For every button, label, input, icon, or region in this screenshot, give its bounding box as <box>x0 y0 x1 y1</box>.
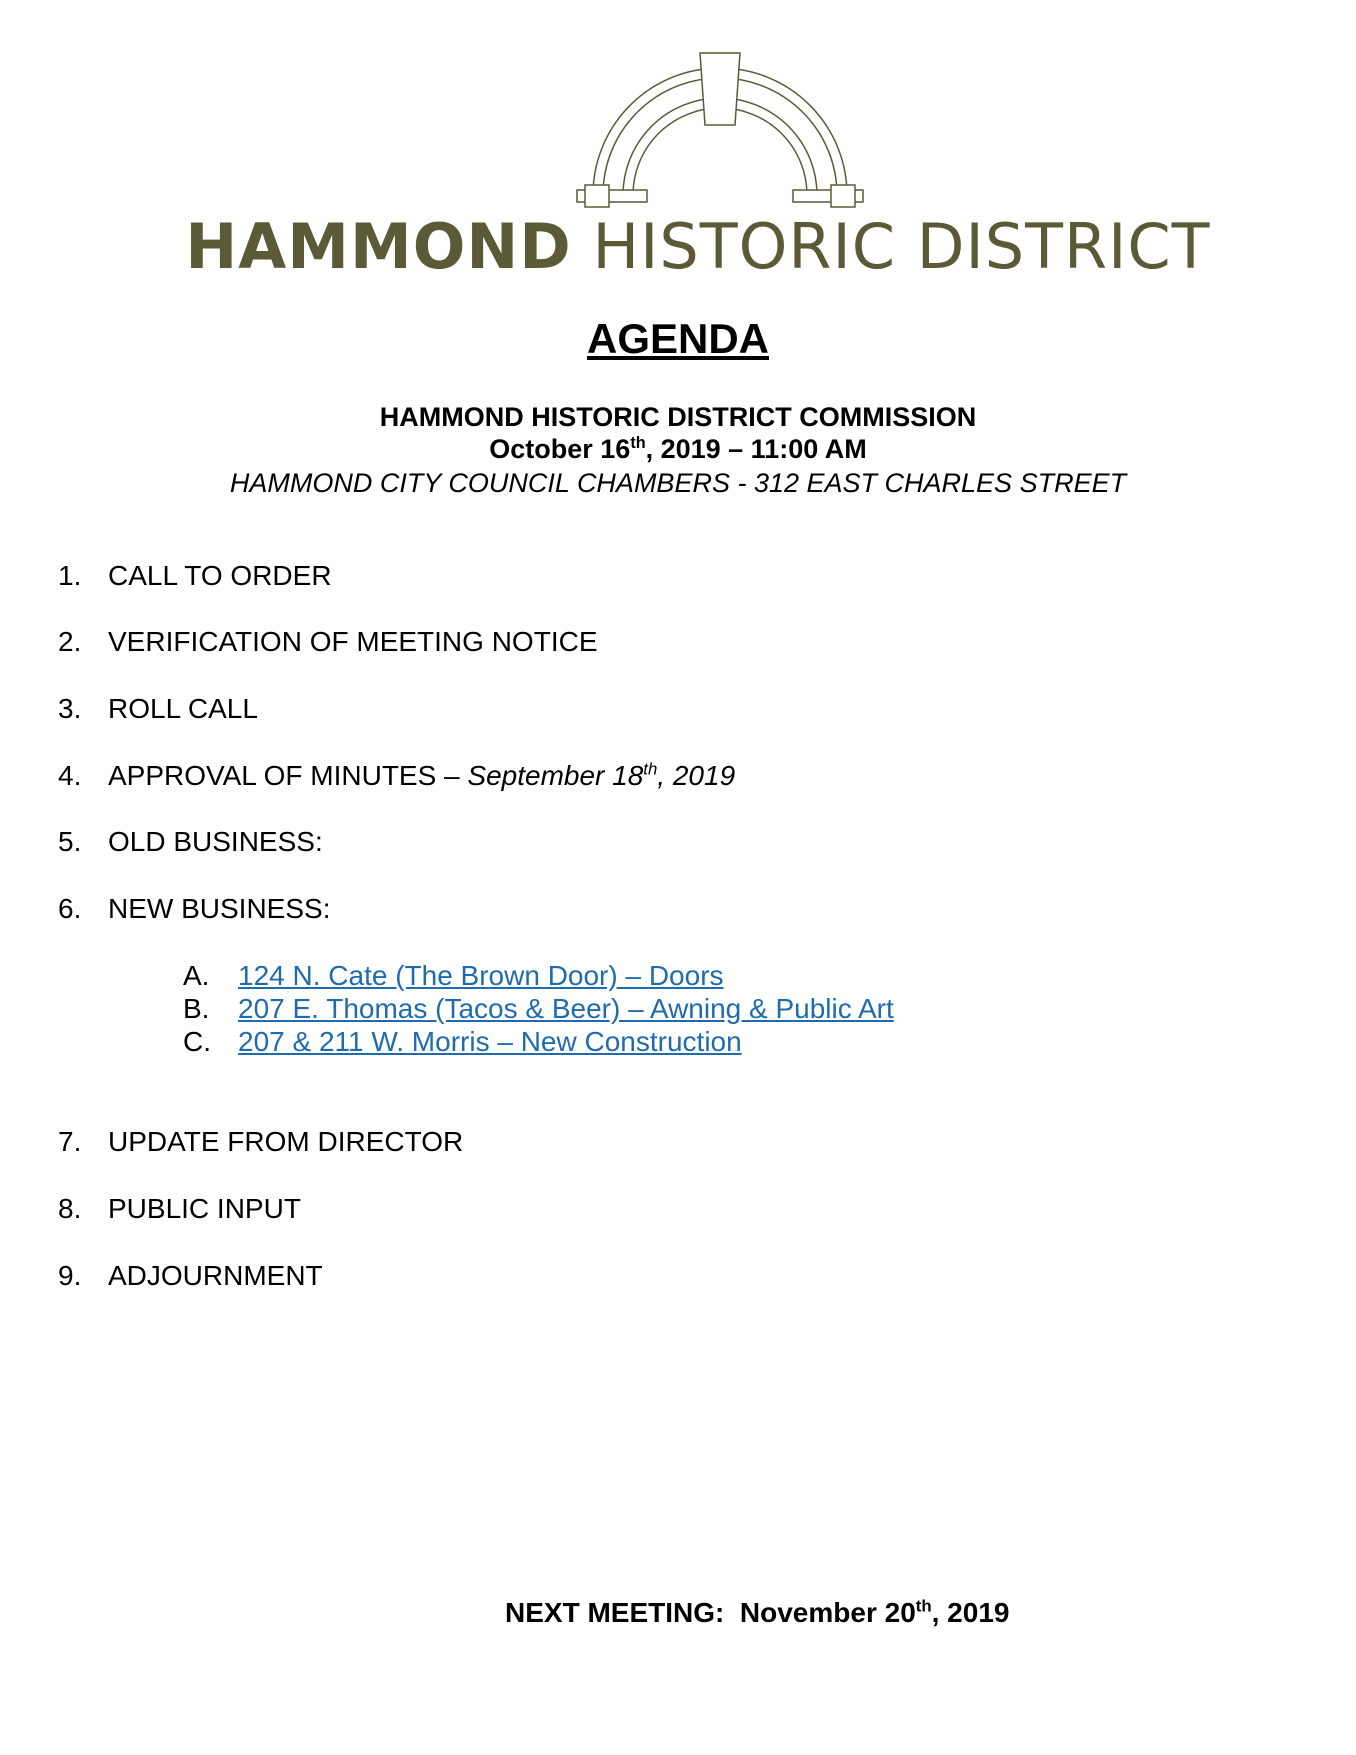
item-number: 8. <box>58 1193 82 1224</box>
new-business-item-a <box>183 960 724 992</box>
item-label: VERIFICATION OF MEETING NOTICE <box>108 626 598 657</box>
meeting-location: HAMMOND CITY COUNCIL CHAMBERS - 312 EAST CHARLES STREET <box>229 468 1127 498</box>
meeting-date-suffix: , 2019 – 11:00 AM <box>645 434 867 464</box>
agenda-item-9 <box>58 1260 323 1292</box>
item-label: UPDATE FROM DIRECTOR <box>108 1126 464 1157</box>
next-meeting-date-prefix: November 20 <box>739 1597 916 1628</box>
new-business-link-a[interactable]: 124 N. Cate (The Brown Door) – Doors <box>238 960 724 991</box>
item-label: CALL TO ORDER <box>108 560 332 591</box>
item-number: 1. <box>58 560 82 591</box>
new-business-link-c[interactable]: 207 & 211 W. Morris – New Construction <box>238 1026 742 1057</box>
logo-word-hammond: HAMMOND <box>185 210 572 283</box>
agenda-item-7 <box>58 1126 463 1158</box>
agenda-item-3 <box>58 693 258 725</box>
next-meeting-date-sup: th <box>915 1596 932 1616</box>
next-meeting-date-suffix: , 2019 <box>931 1597 1010 1628</box>
item-number: 3. <box>58 693 82 724</box>
meeting-date <box>0 434 1356 465</box>
next-meeting-label: NEXT MEETING: <box>505 1597 725 1628</box>
agenda-item-4 <box>58 760 735 792</box>
next-meeting <box>505 1597 1009 1629</box>
item-number: 5. <box>58 826 82 857</box>
new-business-item-c <box>183 1026 742 1058</box>
item-number: 2. <box>58 626 82 657</box>
item-number: 7. <box>58 1126 82 1157</box>
logo-word-historic-district: HISTORIC DISTRICT <box>592 210 1211 283</box>
agenda-item-6 <box>58 893 330 925</box>
sub-item-letter: A. <box>183 960 210 991</box>
item-label: PUBLIC INPUT <box>108 1193 301 1224</box>
agenda-item-8 <box>58 1193 301 1225</box>
minutes-date-sup: th <box>643 759 658 779</box>
agenda-item-1 <box>58 560 332 592</box>
item-label: ADJOURNMENT <box>108 1260 323 1291</box>
item-label: OLD BUSINESS: <box>108 826 323 857</box>
logo-wordmark <box>0 210 1356 283</box>
arch-logo-icon <box>555 45 885 215</box>
item-number: 6. <box>58 893 82 924</box>
minutes-date-suffix: , 2019 <box>657 760 736 791</box>
logo <box>0 45 1356 285</box>
new-business-item-b <box>183 993 894 1025</box>
agenda-item-2 <box>58 626 598 658</box>
agenda-item-5 <box>58 826 323 858</box>
sub-item-letter: B. <box>183 993 210 1024</box>
new-business-link-b[interactable]: 207 E. Thomas (Tacos & Beer) – Awning & Public Art <box>238 993 894 1024</box>
meeting-date-sup: th <box>630 434 646 452</box>
minutes-date <box>467 760 735 791</box>
item-label: ROLL CALL <box>108 693 258 724</box>
sub-item-letter: C. <box>183 1026 211 1057</box>
item-label: NEW BUSINESS: <box>108 893 331 924</box>
item-label: APPROVAL OF MINUTES – <box>108 760 468 791</box>
meeting-date-prefix: October 16 <box>489 434 631 464</box>
item-number: 9. <box>58 1260 82 1291</box>
commission-name: HAMMOND HISTORIC DISTRICT COMMISSION <box>379 402 977 432</box>
page-title: AGENDA <box>586 315 769 362</box>
minutes-date-prefix: September 18 <box>467 760 644 791</box>
item-number: 4. <box>58 760 82 791</box>
